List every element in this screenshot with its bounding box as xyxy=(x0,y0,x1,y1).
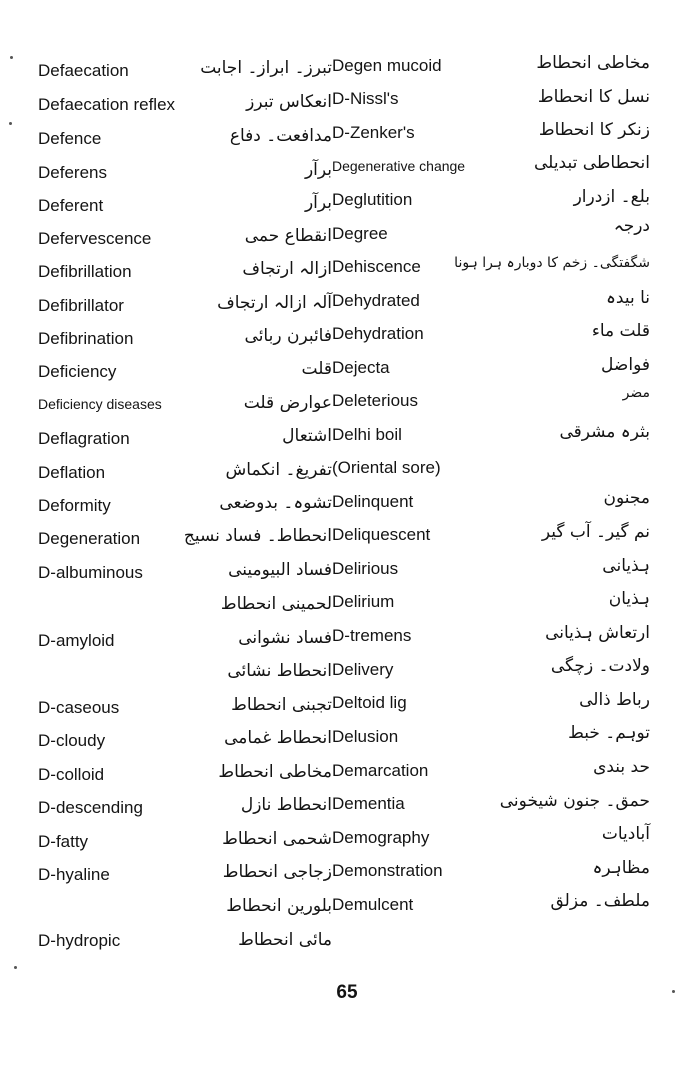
english-term: Demulcent xyxy=(332,895,414,914)
urdu-translation: مظاہرہ xyxy=(592,858,650,878)
urdu-translation: بلورین انحطاط xyxy=(226,896,332,916)
urdu-translation: مجنون xyxy=(603,488,650,508)
urdu-translation: اشتعال xyxy=(282,426,332,446)
english-term: Deformity xyxy=(38,496,111,515)
english-term: Dehydrated xyxy=(332,291,420,310)
urdu-translation: شحمی انحطاط xyxy=(222,829,332,849)
urdu-translation: رباط ذالی xyxy=(579,690,650,710)
urdu-translation: ملطف۔ مزلق xyxy=(550,891,650,911)
english-term: D-amyloid xyxy=(38,631,115,650)
english-term: Defibrillator xyxy=(38,296,124,315)
urdu-translation: برآر xyxy=(304,160,332,180)
english-term: Demonstration xyxy=(332,861,443,880)
english-term: D-Nissl's xyxy=(332,89,399,108)
english-term: Delusion xyxy=(332,727,399,746)
urdu-translation: تشوہ۔ بدوضعی xyxy=(219,493,332,513)
urdu-translation: انحطاط۔ فساد نسیج xyxy=(183,526,332,546)
english-term: D-descending xyxy=(38,798,143,817)
urdu-translation: تبرز۔ ابراز۔ اجابت xyxy=(200,58,332,78)
urdu-translation: انحطاطی تبدیلی xyxy=(534,153,650,173)
scan-speck xyxy=(14,966,17,969)
english-term: Deliquescent xyxy=(332,525,431,544)
english-term: Delhi boil xyxy=(332,425,402,444)
english-term: Defaecation xyxy=(38,61,129,80)
urdu-translation: مخاطی انحطاط xyxy=(536,53,650,73)
english-term: D-colloid xyxy=(38,765,105,784)
english-term: Deleterious xyxy=(332,391,418,410)
english-term: D-albuminous xyxy=(38,563,143,582)
urdu-translation: حمق۔ جنون شیخونی xyxy=(499,791,650,811)
urdu-translation: قلت xyxy=(301,359,332,379)
urdu-translation: لحمینی انحطاط xyxy=(220,594,332,614)
english-term: D-tremens xyxy=(332,626,412,645)
urdu-translation: ہذیان xyxy=(608,589,650,609)
urdu-translation: بثرہ مشرقی xyxy=(559,422,650,442)
english-term: Degeneration xyxy=(38,529,141,548)
page-number: 65 xyxy=(336,982,358,1003)
urdu-translation: نم گیر۔ آب گیر xyxy=(541,522,650,542)
urdu-translation: ازالہ ارتجاف xyxy=(242,259,332,279)
urdu-translation: بلع۔ ازدرار xyxy=(573,187,650,207)
english-term: Delirious xyxy=(332,559,399,578)
urdu-translation: مدافعت۔ دفاع xyxy=(229,126,332,146)
english-term: Defaecation reflex xyxy=(38,95,176,114)
urdu-translation: مضر xyxy=(622,385,650,401)
urdu-translation: عوارض قلت xyxy=(243,393,332,413)
english-term: Dehiscence xyxy=(332,257,421,276)
english-term: Defibrillation xyxy=(38,262,132,281)
urdu-translation: انحطاط غمامی xyxy=(224,728,332,748)
urdu-translation: فائبرن ربائی xyxy=(244,326,332,346)
urdu-translation: انعکاس تبرز xyxy=(246,92,332,112)
urdu-translation: آلہ ازالہ ارتجاف xyxy=(217,293,332,313)
english-term: Delivery xyxy=(332,660,394,679)
english-term: D-Zenker's xyxy=(332,123,415,142)
urdu-translation: برآر xyxy=(304,193,332,213)
english-term: D-hyaline xyxy=(38,865,110,884)
english-term: Demarcation xyxy=(332,761,429,780)
urdu-translation: ولادت۔ زچگی xyxy=(550,656,650,676)
english-term: Defervescence xyxy=(38,229,152,248)
english-term: (Oriental sore) xyxy=(332,458,441,477)
english-term: Deficiency xyxy=(38,362,117,381)
english-term: D-caseous xyxy=(38,698,120,717)
english-term: Deficiency diseases xyxy=(38,396,162,412)
urdu-translation: آبادیات xyxy=(601,824,650,844)
english-term: Defence xyxy=(38,129,102,148)
english-term: Defibrination xyxy=(38,329,134,348)
urdu-translation: زجاجی انحطاط xyxy=(222,862,332,882)
urdu-translation: مخاطی انحطاط xyxy=(218,762,332,782)
urdu-translation: نسل کا انحطاط xyxy=(537,87,650,107)
urdu-translation: شگفتگی۔ زخم کا دوبارہ ہرا ہونا xyxy=(454,255,650,271)
english-term: Deferens xyxy=(38,163,107,182)
english-term: Deflation xyxy=(38,463,106,482)
urdu-translation: انحطاط نشائی xyxy=(227,661,332,681)
urdu-translation: ہذیانی xyxy=(602,556,650,576)
english-term: D-cloudy xyxy=(38,731,106,750)
english-term: Dehydration xyxy=(332,324,424,343)
urdu-translation: فواضل xyxy=(601,355,650,375)
english-term: Deltoid lig xyxy=(332,693,407,712)
english-term: D-hydropic xyxy=(38,931,121,950)
urdu-translation: مائی انحطاط xyxy=(238,930,332,950)
english-term: Demography xyxy=(332,828,430,847)
english-term: D-fatty xyxy=(38,832,89,851)
urdu-translation: حد بندی xyxy=(593,757,650,777)
english-term: Degen mucoid xyxy=(332,56,442,75)
urdu-translation: انحطاط نازل xyxy=(240,795,332,815)
urdu-translation: فساد نشوانی xyxy=(238,628,332,648)
urdu-translation: درجہ xyxy=(613,216,650,236)
scan-speck xyxy=(10,56,13,59)
english-term: Delinquent xyxy=(332,492,414,511)
english-term: Dejecta xyxy=(332,358,390,377)
urdu-translation: ارتعاش ہذیانی xyxy=(545,623,650,643)
english-term: Deglutition xyxy=(332,190,413,209)
english-term: Deflagration xyxy=(38,429,130,448)
urdu-translation: توہم۔ خبط xyxy=(568,723,650,743)
urdu-translation: زنکر کا انحطاط xyxy=(538,120,650,140)
urdu-translation: تجبنی انحطاط xyxy=(231,695,332,715)
scan-speck xyxy=(9,122,12,125)
english-term: Degenerative change xyxy=(332,158,466,174)
english-term: Deferent xyxy=(38,196,104,215)
urdu-translation: نا بیدہ xyxy=(605,288,650,308)
urdu-translation: تفریغ۔ انکماش xyxy=(225,460,332,480)
english-term: Degree xyxy=(332,224,388,243)
english-term: Delirium xyxy=(332,592,395,611)
urdu-translation: قلت ماء xyxy=(591,321,650,341)
english-term: Dementia xyxy=(332,794,405,813)
urdu-translation: انقطاع حمی xyxy=(244,226,332,246)
urdu-translation: فساد البیومینی xyxy=(228,560,332,580)
